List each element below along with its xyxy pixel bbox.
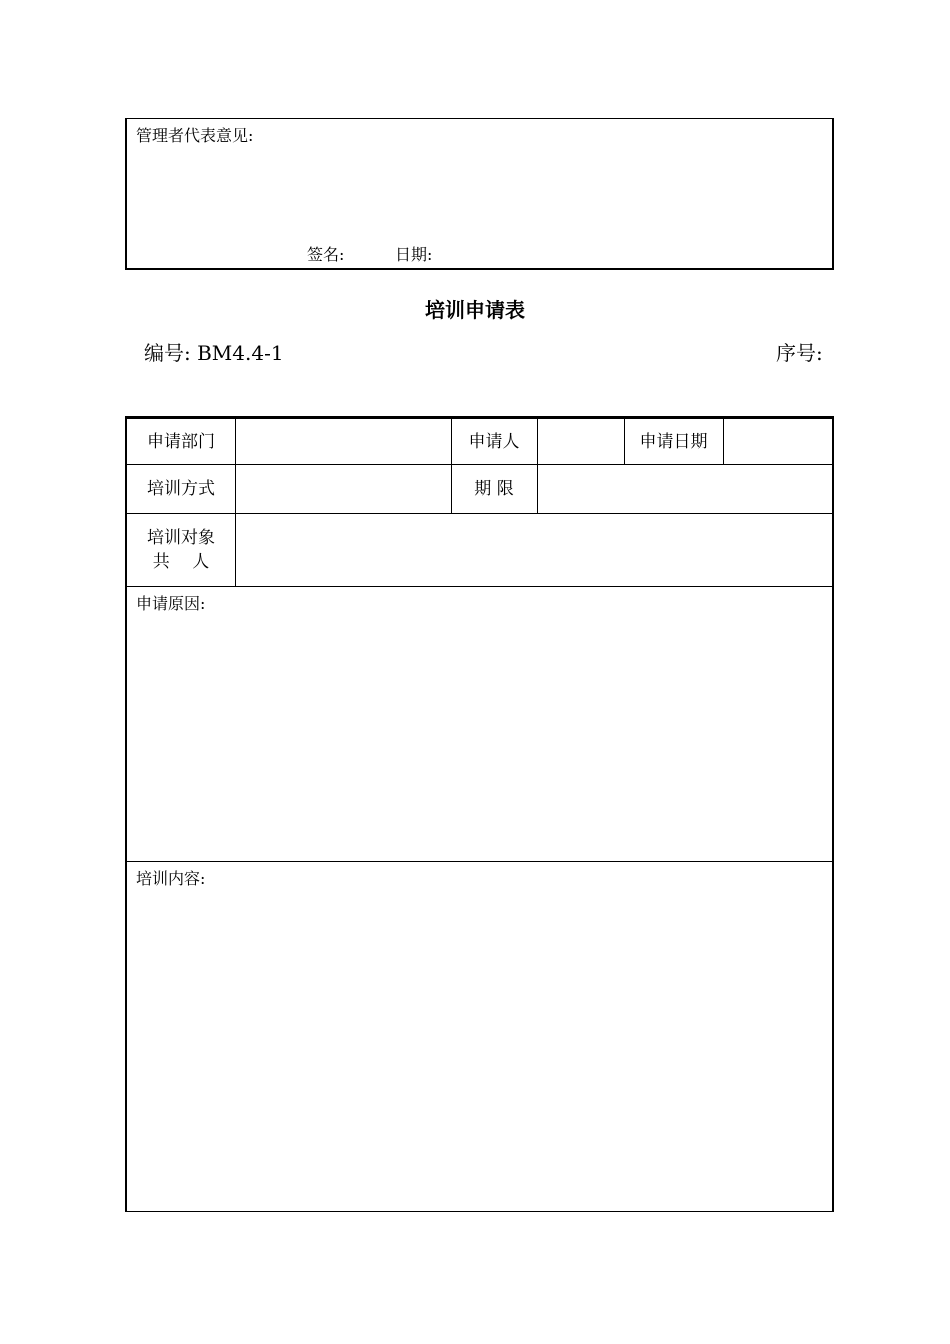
apply-date-label: 申请日期: [639, 431, 708, 452]
apply-date-field[interactable]: [724, 419, 832, 464]
signature-label: 签名:: [307, 245, 345, 264]
department-field[interactable]: [236, 419, 451, 464]
training-target-field[interactable]: [236, 514, 832, 586]
training-target-label-line1: 培训对象: [147, 528, 215, 548]
applicant-field[interactable]: [538, 419, 624, 464]
applicant-label: 申请人: [468, 431, 520, 452]
form-sequence-label: 序号:: [776, 341, 823, 365]
form-title: 培训申请表: [425, 298, 525, 322]
period-label: 期 限: [474, 479, 514, 499]
apply-reason-label: 申请原因:: [136, 594, 206, 613]
training-application-form: [125, 416, 834, 1212]
training-method-label: 培训方式: [147, 479, 215, 499]
date-label: 日期:: [395, 245, 433, 264]
training-target-label: [127, 514, 235, 586]
manager-opinion-box: [125, 118, 834, 270]
form-code: 编号: BM4.4-1: [144, 341, 284, 365]
row-divider: [127, 586, 832, 587]
department-label: 申请部门: [147, 431, 215, 452]
training-target-label-line2: 共 人: [152, 552, 210, 572]
period-field[interactable]: [538, 465, 832, 513]
training-content-label: 培训内容:: [136, 869, 206, 888]
row-divider: [127, 861, 832, 862]
manager-opinion-label: 管理者代表意见:: [136, 126, 254, 145]
training-method-field[interactable]: [236, 465, 451, 513]
